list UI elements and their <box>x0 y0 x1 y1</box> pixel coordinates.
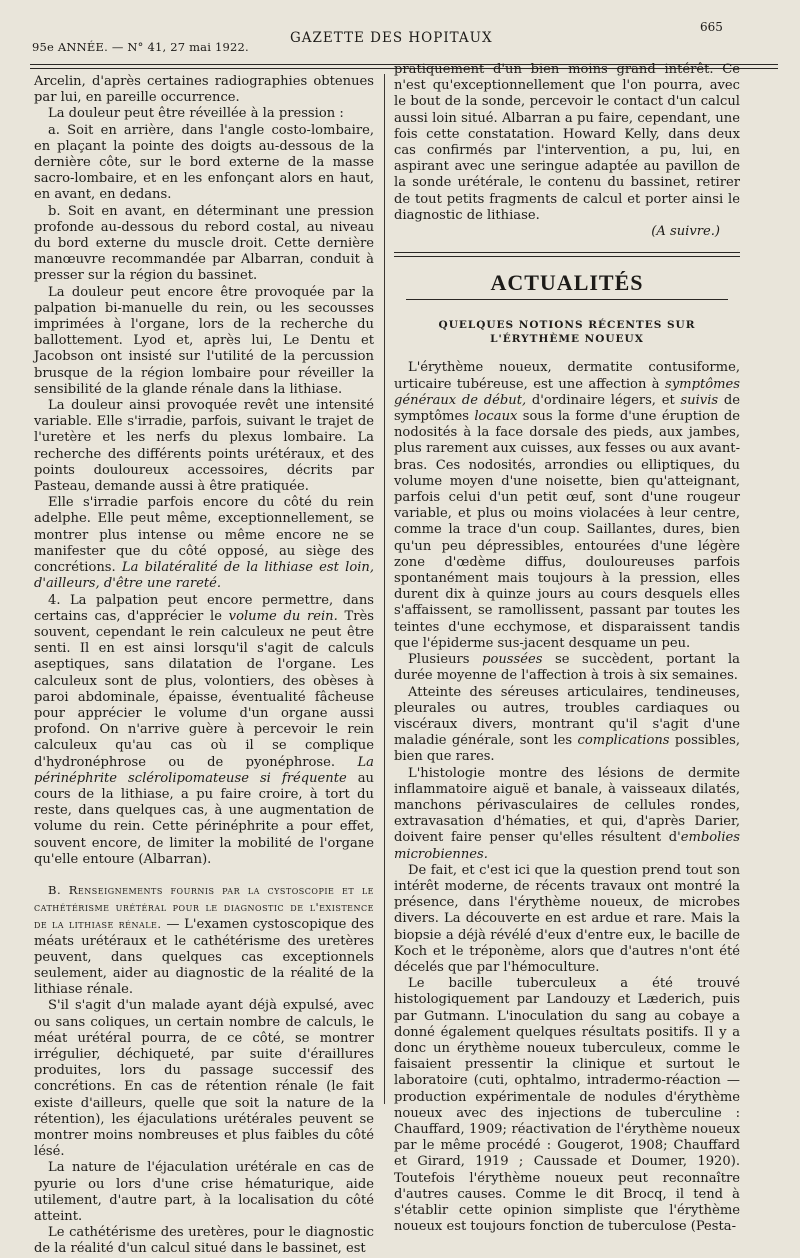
paragraph <box>394 360 740 652</box>
journal-title: GAZETTE DES HOPITAUX <box>290 30 493 46</box>
paragraph <box>394 652 740 684</box>
paragraph <box>394 685 740 766</box>
to-be-continued: (A suivre.) <box>651 224 720 240</box>
text-run: — L'examen cystoscopique des méats urétéraux et le cathétérisme des uretères peuvent, dans quelques cas exceptionnels seulement, aider au diagnostic de la réalité de la lithiase rénale. <box>34 917 374 998</box>
right-column <box>394 62 740 1235</box>
italic-run: locaux <box>474 409 518 425</box>
paragraph: Arcelin, d'après certaines radiographies obtenues par lui, en pareille occurrence. <box>34 74 374 106</box>
italic-run: suivis <box>680 392 719 408</box>
section-title: ACTUALITÉS <box>490 270 644 296</box>
italic-run: poussées <box>482 652 543 668</box>
paragraph: S'il s'agit d'un malade ayant déjà expulsé, avec ou sans coliques, un certain nombre de calculs, le méat urétéral pourra, de ce côté, se montrer irrégulier, déchiqueté, par suite d'éraillures produites, lors du passage successif des concrétions. En cas de rétention rénale (le fait existe d'ailleurs, quelle que soit la nature de la rétention), les éjaculations urétérales peuvent se montrer moins nombreuses et plus faibles du côté lésé. <box>34 998 374 1160</box>
text-run: sous la forme d'une éruption de nodosités à la face dorsale des pieds, aux jambes, plus rarement aux cuisses, aux fesses ou aux avant-bras. Ces nodosités, arrondies ou elliptiques, du volume moyen d'une noisette, bien qu'atteignant, parfois celui d'un petit œuf, sont d'une rougeur variable, et plus ou moins violacées à leur centre, comme la trace d'un coup. Saillantes, dures, bien qu'un peu dépressibles, entourées d'une légère zone d'œdème diffus, douloureuses parfois spontanément mais toujours à la pression, elles durent dix à quinze jours au cours desquels elles s'affaissent, se ramollissent, passant par toutes les teintes d'une ecchymose, et disparaissent tandis que l'épiderme sus-jacent desquame un peu. <box>394 409 740 651</box>
text-run: se succèdent, portant la durée moyenne de l'affection à trois à six semaines. <box>394 652 740 684</box>
text-run: Atteinte des séreuses articulaires, tendineuses, pleurales ou autres, troubles cardiaques ou viscéraux divers, montrant qu'il s'agit d'une maladie générale, sont les <box>394 684 740 749</box>
text-run: d'ordinaire légers, et <box>531 392 675 408</box>
article-title: QUELQUES NOTIONS RÉCENTES SUR L'ÉRYTHÈME NOUEUX <box>438 319 696 346</box>
text-run: L'érythème noueux, dermatite contusiforme, urticaire tubéreuse, est une affection à <box>394 360 740 392</box>
text-run: au cours de la lithiase, a pu faire croire, à tort du reste, dans quelques cas, à une augmentation de volume du rein. Cette périnéphrite a pour effet, souvent encore, de limiter la mobilité de l'organe qu'elle entoure (Albarran). <box>34 770 374 867</box>
paragraph: b. Soit en avant, en déterminant une pression profonde au-dessous du rebord costal, au niveau du bord externe du muscle droit. Cette dernière manœuvre recommandée par Albarran, conduit à presser sur la région du bassinet. <box>34 203 374 284</box>
text-run: de symptômes <box>394 392 740 425</box>
paragraph: La douleur peut être réveillée à la pression : <box>48 106 344 122</box>
paragraph: La douleur peut encore être provoquée par la palpation bi-manuelle du rein, ou les secousses imprimées à l'organe, lors de la recherche du ballottement. Lyod et, après lui, Le Dentu et Jacobson ont insisté sur l'utilité de la percussion brusque de la région lombaire pour réveiller la sensibilité de la glande rénale dans la lithiase. <box>34 284 374 397</box>
section-b <box>34 882 374 998</box>
title-rule <box>406 299 728 300</box>
text-run: 4. La palpation peut encore permettre, dans certains cas, d'apprécier le <box>34 592 374 624</box>
page-number: 665 <box>700 20 723 34</box>
column-divider <box>384 74 385 1104</box>
paragraph <box>394 766 740 863</box>
italic-run: symptômes généraux de début, <box>394 376 740 408</box>
issue-info: 95e ANNÉE. — N° 41, 27 mai 1922. <box>32 40 249 54</box>
paragraph <box>34 495 374 592</box>
text-run: Très souvent, cependant le rein calculeux ne peut être senti. Il en est ainsi lorsqu'il s'agit de calculs aseptiques, sans dilatation de l'organe. Les calculeux sont de plus, volontiers, des obèses à paroi abdominale, épaisse, éventualité fâcheuse pour apprécier le volume d'un organe aussi profond. On n'arrive guère à percevoir le rein calculeux qu'au cas où il se complique d'hydronéphrose ou de pyonéphrose. <box>34 608 374 770</box>
paragraph: De fait, et c'est ici que la question prend tout son intérêt moderne, de récents travaux ont montré la présence, dans l'érythème noueux, de microbes divers. La découverte en est ardue et rare. Mais la biopsie a déjà révélé d'eux d'entre eux, le bacille de Koch et le tréponème, alors que d'autres n'ont été décelés que par l'hémoculture. <box>394 862 740 975</box>
paragraph: a. Soit en arrière, dans l'angle costo-lombaire, en plaçant la pointe des doigts au-dessous de la dernière côte, sur le bord externe de la masse sacro-lombaire, et en les enfonçant alors en haut, en avant, en dedans. <box>34 122 374 203</box>
section-separator <box>394 252 740 257</box>
paragraph: pratiquement d'un bien moins grand intérêt. Ce n'est qu'exceptionnellement que l'on pourra, avec le bout de la sonde, percevoir le contact d'un calcul aussi loin situé. Albarran a pu faire, cependant, une fois cette constatation. Howard Kelly, dans deux cas confirmés par l'intervention, a pu, lui, en aspirant avec une seringue adaptée au pavillon de la sonde urétérale, le contenu du bassinet, retirer de tout petits fragments de calcul et porter ainsi le diagnostic de lithiase. <box>394 62 740 223</box>
text-run: Elle s'irradie parfois encore du côté du rein adelphe. Elle peut même, exceptionnellement, se montrer plus intense ou même encore ne se manifester que du côté opposé, au siège des concrétions. <box>34 495 374 576</box>
italic-run: La bilatéralité de la lithiase est loin, d'ailleurs, d'être une rareté. <box>34 560 374 592</box>
text-run: possibles, bien que rares. <box>394 733 740 765</box>
text-run: Plusieurs <box>408 652 470 668</box>
italic-run: La périnéphrite sclérolipomateuse si fréquente <box>34 754 374 786</box>
italic-run: volume du rein. <box>228 608 338 624</box>
paragraph: La douleur ainsi provoquée revêt une intensité variable. Elle s'irradie, parfois, suivant le trajet de l'uretère et les nerfs du plexus lombaire. La recherche des différents points urétéraux, et des points douloureux accessoires, décrits par Pasteau, demande aussi à être pratiquée. <box>34 398 374 495</box>
paragraph: La nature de l'éjaculation urétérale en cas de pyurie ou lors d'une crise hématurique, aide utilement, d'autre part, à la localisation du côté atteint. <box>34 1160 374 1225</box>
left-column <box>34 74 374 1258</box>
italic-run: embolies microbiennes. <box>394 830 740 862</box>
section-b-heading: B. Renseignements fournis par la cystoscopie et le cathétérisme urétéral pour le diagnostic de l'existence de la lithiase rénale. <box>34 882 374 932</box>
italic-run: complications <box>577 733 670 749</box>
paragraph <box>34 593 374 868</box>
text-run: L'histologie montre des lésions de dermite inflammatoire aiguë et banale, à vaisseaux dilatés, manchons périvasculaires de cellules rondes, extravasation d'hématies, et qui, d'après Darier, doivent faire penser qu'elles résultent d' <box>394 765 740 846</box>
paragraph: Le cathétérisme des uretères, pour le diagnostic de la réalité d'un calcul situé dans le bassinet, est <box>34 1225 374 1257</box>
paragraph: Le bacille tuberculeux a été trouvé histologiquement par Landouzy et Læderich, puis par Gutmann. L'inoculation du sang au cobaye a donné également quelques résultats positifs. Il y a donc un érythème noueux tuberculeux, comme le faisaient pressentir la clinique et surtout le laboratoire (cuti, ophtalmo, intradermo-réaction — production expérimentale de nodules d'érythème noueux avec des injections de tuberculine : Chauffard, 1909; réactivation de l'érythème noueux par le même procédé : Gougerot, 1908; Chauffard et Girard, 1919 ; Caussade et Doumer, 1920). Toutefois l'érythème noueux peut reconnaître d'autres causes. Comme le dit Brocq, il tend à s'établir cette opinion simpliste que l'érythème noueux est toujours fonction de tuberculose (Pesta- <box>394 976 740 1235</box>
